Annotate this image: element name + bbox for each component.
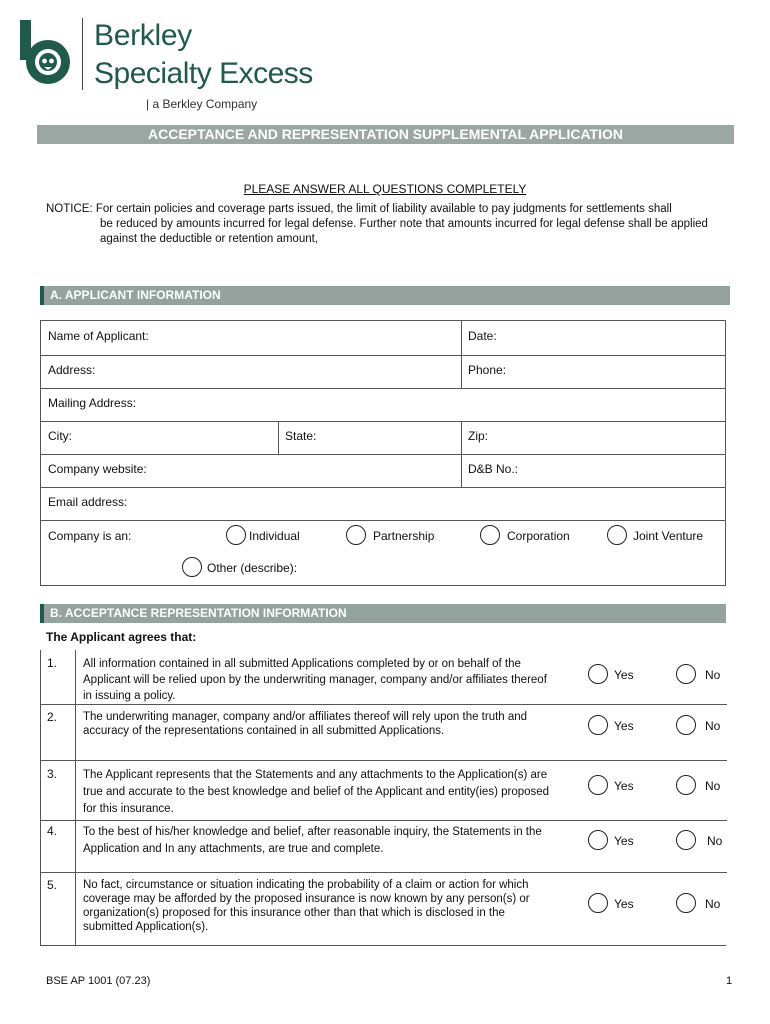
name-of-applicant-field[interactable]: Name of Applicant: xyxy=(48,329,149,343)
question-number: 4. xyxy=(47,824,58,838)
q2-no-radio[interactable] xyxy=(676,715,696,735)
q5-yes-radio[interactable] xyxy=(588,893,608,913)
address-field[interactable]: Address: xyxy=(48,363,96,377)
company-website-field[interactable]: Company website: xyxy=(48,462,147,476)
company-type-label: Company is an: xyxy=(48,529,132,543)
q3-yes-radio[interactable] xyxy=(588,775,608,795)
brand-name: Berkley xyxy=(94,19,192,52)
yes-label: Yes xyxy=(614,779,634,793)
notice-rest: be reduced by amounts incurred for legal defense. Further note that amounts incurred for legal defense shall be applied against the deductible or retention amount, xyxy=(100,218,708,245)
yes-label: Yes xyxy=(614,897,634,911)
page-title: ACCEPTANCE AND REPRESENTATION SUPPLEMENTAL APPLICATION xyxy=(37,125,734,144)
section-a-header: A. APPLICANT INFORMATION xyxy=(40,286,730,305)
notice-text xyxy=(46,202,730,247)
other-describe-label: Other (describe): xyxy=(207,561,298,575)
yes-label: Yes xyxy=(614,668,634,682)
no-label: No xyxy=(705,719,721,733)
q1-no-radio[interactable] xyxy=(676,664,696,684)
no-label: No xyxy=(705,897,721,911)
q1-yes-radio[interactable] xyxy=(588,664,608,684)
joint-venture-label: Joint Venture xyxy=(633,529,704,543)
individual-radio[interactable] xyxy=(226,525,246,545)
applicant-agrees-label: The Applicant agrees that: xyxy=(46,630,197,644)
question-number: 2. xyxy=(47,710,58,724)
q3-no-radio[interactable] xyxy=(676,775,696,795)
question-number: 3. xyxy=(47,767,58,781)
mailing-address-field[interactable]: Mailing Address: xyxy=(48,396,137,410)
zip-field[interactable]: Zip: xyxy=(468,429,489,443)
page-number: 1 xyxy=(726,975,733,987)
no-label: No xyxy=(705,779,721,793)
state-field[interactable]: State: xyxy=(285,429,317,443)
brand-subtitle: Specialty Excess xyxy=(94,57,313,90)
phone-field[interactable]: Phone: xyxy=(468,363,507,377)
section-b-header: B. ACCEPTANCE REPRESENTATION INFORMATION xyxy=(40,604,726,623)
dnb-number-field[interactable]: D&B No.: xyxy=(468,462,519,476)
joint-venture-radio[interactable] xyxy=(607,525,627,545)
email-address-field[interactable]: Email address: xyxy=(48,495,128,509)
question-text: No fact, circumstance or situation indicating the probability of a claim or action for which coverage may be afforded by the proposed insurance is now known by any person(s) or organization(s) proposed for this insurance other than that which is disclosed in the submitted Application(s). xyxy=(83,879,530,933)
corporation-label: Corporation xyxy=(507,529,570,543)
yes-label: Yes xyxy=(614,834,634,848)
q4-no-radio[interactable] xyxy=(676,830,696,850)
notice-first-line: NOTICE: For certain policies and coverage parts issued, the limit of liability available to pay judgments for settlements shall xyxy=(46,203,672,215)
date-field[interactable]: Date: xyxy=(468,329,497,343)
question-number: 5. xyxy=(47,878,58,892)
corporation-radio[interactable] xyxy=(480,525,500,545)
logo-divider xyxy=(82,18,83,90)
question-number: 1. xyxy=(47,656,58,670)
yes-label: Yes xyxy=(614,719,634,733)
instruction-text: PLEASE ANSWER ALL QUESTIONS COMPLETELY xyxy=(243,182,527,196)
q4-yes-radio[interactable] xyxy=(588,830,608,850)
individual-label: Individual xyxy=(249,529,300,543)
representation-table xyxy=(40,650,726,946)
question-text: To the best of his/her knowledge and belief, after reasonable inquiry, the Statements in the Application and In any attachments, are true and complete. xyxy=(83,826,542,855)
applicant-info-table xyxy=(40,320,726,586)
question-text: The Applicant represents that the Statements and any attachments to the Application(s) are true and accurate to the best knowledge and belief of the Applicant and entity(ies) proposed for this insurance. xyxy=(83,769,550,815)
no-label: No xyxy=(707,834,723,848)
berkley-logo-icon xyxy=(20,20,72,86)
city-field[interactable]: City: xyxy=(48,429,72,443)
q2-yes-radio[interactable] xyxy=(588,715,608,735)
form-code: BSE AP 1001 (07.23) xyxy=(46,975,151,987)
q5-no-radio[interactable] xyxy=(676,893,696,913)
brand-tagline: | a Berkley Company xyxy=(146,97,258,111)
question-text: The underwriting manager, company and/or affiliates thereof will rely upon the truth and accuracy of the representations contained in all submitted Applications. xyxy=(83,711,528,737)
no-label: No xyxy=(705,668,721,682)
partnership-radio[interactable] xyxy=(346,525,366,545)
partnership-label: Partnership xyxy=(373,529,435,543)
question-text: All information contained in all submitted Applications completed by or on behalf of the Applicant will be relied upon by the underwriting manager, company and/or affiliates thereof in issuing a policy. xyxy=(83,658,547,702)
other-radio[interactable] xyxy=(182,557,202,577)
